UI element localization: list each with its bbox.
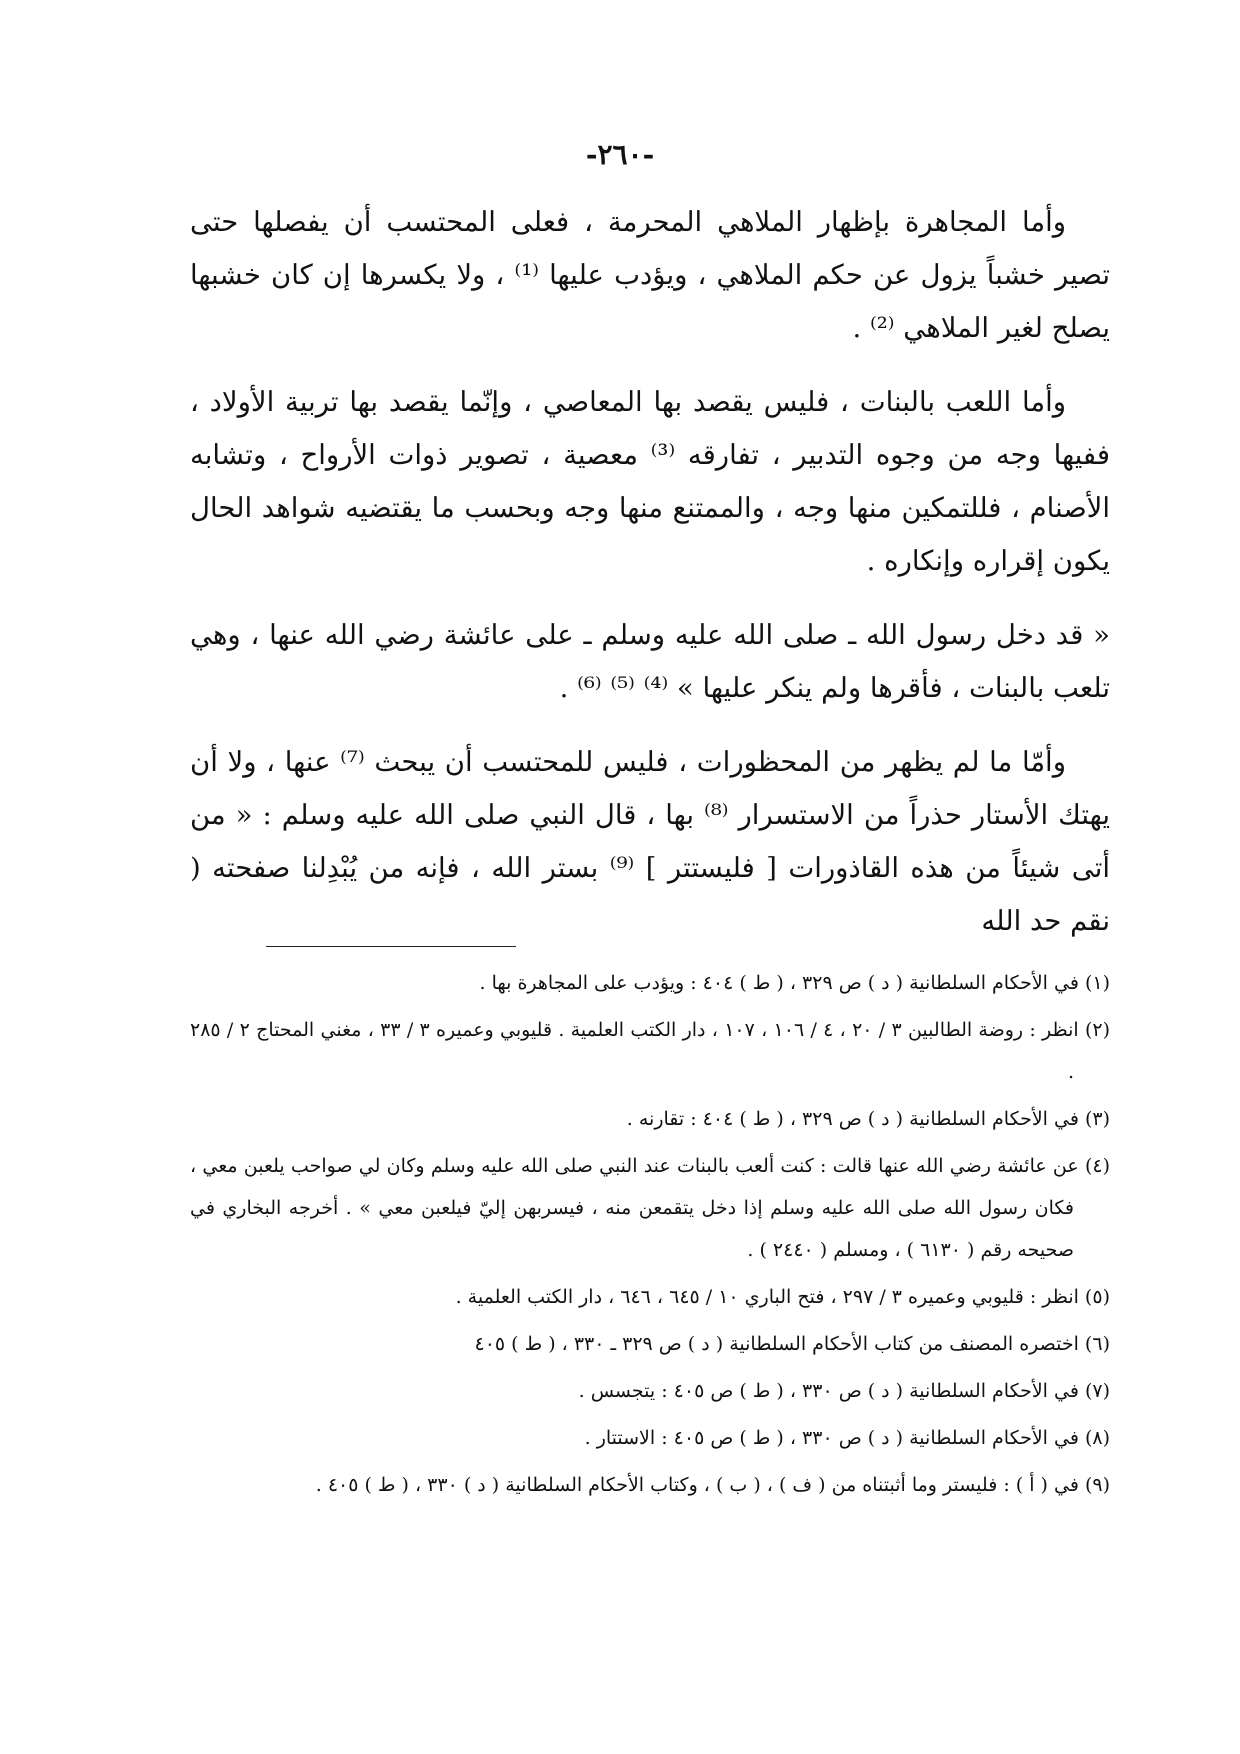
footnote-separator xyxy=(266,946,516,947)
paragraph-hadith-aisha: « قد دخل رسول الله ـ صلى الله عليه وسلم ـ على عائشة رضي الله عنها ، وهي تلعب بالبنات ، فأقرها ولم ينكر عليها » ⁽⁴⁾ ⁽⁵⁾ ⁽⁶⁾ . xyxy=(190,619,1110,704)
footnote: (٢) انظر : روضة الطالبين ٣ / ٢٠ ، ٤ / ١٠٦ ، ١٠٧ ، دار الكتب العلمية . قليوبي وعميره ٣ / ٣٣ ، مغني المحتاج ٢ / ٢٨٥ . xyxy=(190,1019,1111,1083)
footnote: (٤) عن عائشة رضي الله عنها قالت : كنت ألعب بالبنات عند النبي صلى الله عليه وسلم وكان لي صواحب يلعبن معي ، فكان رسول الله صلى الله عليه وسلم إذا دخل يتقمعن منه ، فيسربهن إليّ فيلعبن معي » . أخرجه البخاري في صحيحه رقم ( ٦١٣٠ ) ، ومسلم ( ٢٤٤٠ ) . xyxy=(190,1155,1110,1261)
paragraph-musical-instruments: وأما المجاهرة بإظهار الملاهي المحرمة ، فعلى المحتسب أن يفصلها حتى تصير خشباً يزول عن حكم الملاهي ، ويؤدب عليها ⁽¹⁾ ، ولا يكسرها إن كان خشبها يصلح لغير الملاهي ⁽²⁾ . xyxy=(190,206,1111,344)
footnote: (٩) في ( أ ) : فليستر وما أثبتناه من ( ف ) ، ( ب ) ، وكتاب الأحكام السلطانية ( د ) ٣٣٠ ، ( ط ) ٤٠٥ . xyxy=(315,1474,1110,1496)
footnote: (٣) في الأحكام السلطانية ( د ) ص ٣٢٩ ، ( ط ) ٤٠٤ : تقارنه . xyxy=(626,1108,1110,1130)
footnotes xyxy=(190,962,1110,1511)
footnote: (٦) اختصره المصنف من كتاب الأحكام السلطانية ( د ) ص ٣٢٩ ـ ٣٣٠ ، ( ط ) ٤٠٥ xyxy=(474,1333,1110,1355)
page-number: -٢٦٠- xyxy=(585,138,655,171)
footnote: (٧) في الأحكام السلطانية ( د ) ص ٣٣٠ ، ( ط ) ص ٤٠٥ : يتجسس . xyxy=(578,1380,1110,1402)
paragraph-hidden-sins: وأمّا ما لم يظهر من المحظورات ، فليس للمحتسب أن يبحث ⁽⁷⁾ عنها ، ولا أن يهتك الأستار حذراً من الاستسرار ⁽⁸⁾ بها ، قال النبي صلى الله عليه وسلم : « من أتى شيئاً من هذه القاذورات [ فليستتر ] ⁽⁹⁾ بستر الله ، فإنه من يُبْدِلنا صفحته ( نقم حد الله xyxy=(190,746,1110,937)
footnote: (١) في الأحكام السلطانية ( د ) ص ٣٢٩ ، ( ط ) ٤٠٤ : ويؤدب على المجاهرة بها . xyxy=(479,972,1110,994)
footnote: (٥) انظر : قليوبي وعميره ٣ / ٢٩٧ ، فتح الباري ١٠ / ٦٤٥ ، ٦٤٦ ، دار الكتب العلمية . xyxy=(455,1286,1110,1308)
footnote: (٨) في الأحكام السلطانية ( د ) ص ٣٣٠ ، ( ط ) ص ٤٠٥ : الاستتار . xyxy=(584,1427,1110,1449)
paragraph-dolls: وأما اللعب بالبنات ، فليس يقصد بها المعاصي ، وإنّما يقصد بها تربية الأولاد ، ففيها وجه من وجوه التدبير ، تفارقه ⁽³⁾ معصية ، تصوير ذوات الأرواح ، وتشابه الأصنام ، فللتمكين منها وجه ، والممتنع منها وجه وبحسب ما يقتضيه شواهد الحال يكون إقراره وإنكاره . xyxy=(190,386,1110,577)
main-text xyxy=(190,196,1110,948)
